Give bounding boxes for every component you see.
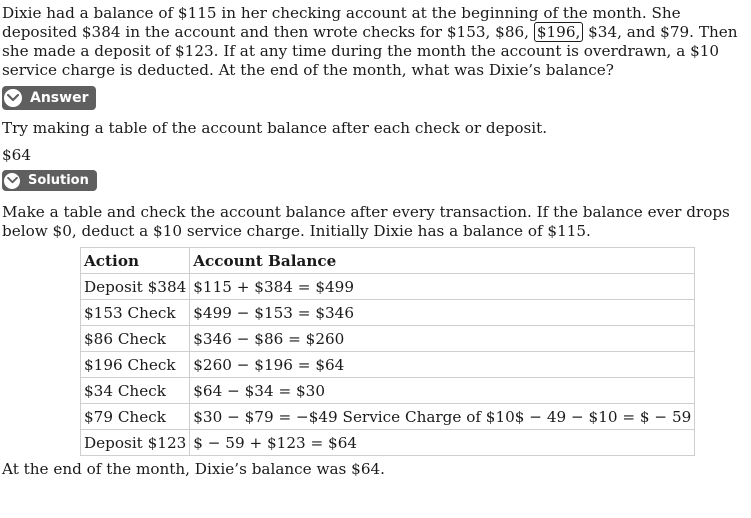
table-row — [81, 352, 695, 378]
table-header-row — [81, 248, 695, 274]
answer-hint: Try making a table of the account balance after each check or deposit. — [2, 119, 548, 137]
answer-toggle-button[interactable] — [2, 86, 96, 110]
problem-page — [2, 4, 747, 479]
answer-toggle-label: Answer — [30, 90, 89, 106]
action-cell: Deposit $123 — [81, 430, 190, 456]
question-text-post: $34, and $79. Then she made a deposit of $123. If at any time during the month the account is overdrawn, a $10 service charge is deducted. At the end of the month, what was Dixie’s balance? — [2, 23, 738, 79]
table-row — [81, 300, 695, 326]
action-cell: $153 Check — [81, 300, 190, 326]
column-header-balance: Account Balance — [190, 248, 695, 274]
balance-cell: $30 − $79 = −$49 Service Charge of $10$ − 49 − $10 = $ − 59 — [190, 404, 695, 430]
table-row — [81, 378, 695, 404]
table-row — [81, 430, 695, 456]
table-row — [81, 274, 695, 300]
action-cell: $86 Check — [81, 326, 190, 352]
chevron-down-icon — [2, 87, 24, 109]
action-cell: Deposit $384 — [81, 274, 190, 300]
highlighted-check-amount: $196, — [534, 22, 583, 42]
answer-value: $64 — [2, 146, 31, 164]
table-row — [81, 404, 695, 430]
action-cell: $34 Check — [81, 378, 190, 404]
balance-cell: $ − 59 + $123 = $64 — [190, 430, 695, 456]
action-cell: $196 Check — [81, 352, 190, 378]
question-text — [2, 4, 747, 80]
balance-cell: $346 − $86 = $260 — [190, 326, 695, 352]
balance-cell: $64 − $34 = $30 — [190, 378, 695, 404]
solution-toggle-label: Solution — [28, 173, 89, 188]
balance-cell: $115 + $384 = $499 — [190, 274, 695, 300]
question-text-pre: Dixie had a balance of $115 in her checking account at the beginning of the month. She deposited $384 in the account and then wrote checks for $153, $86, — [2, 4, 681, 41]
solution-intro: Make a table and check the account balance after every transaction. If the balance ever drops below $0, deduct a $10 service charge. Initially Dixie has a balance of $115. — [2, 203, 730, 240]
action-cell: $79 Check — [81, 404, 190, 430]
balance-cell: $499 − $153 = $346 — [190, 300, 695, 326]
chevron-down-icon — [2, 171, 22, 191]
balance-cell: $260 − $196 = $64 — [190, 352, 695, 378]
solution-conclusion: At the end of the month, Dixie’s balance was $64. — [2, 460, 385, 478]
solution-toggle-button[interactable] — [2, 170, 97, 191]
column-header-action: Action — [81, 248, 190, 274]
table-row — [81, 326, 695, 352]
account-balance-table — [80, 247, 695, 456]
